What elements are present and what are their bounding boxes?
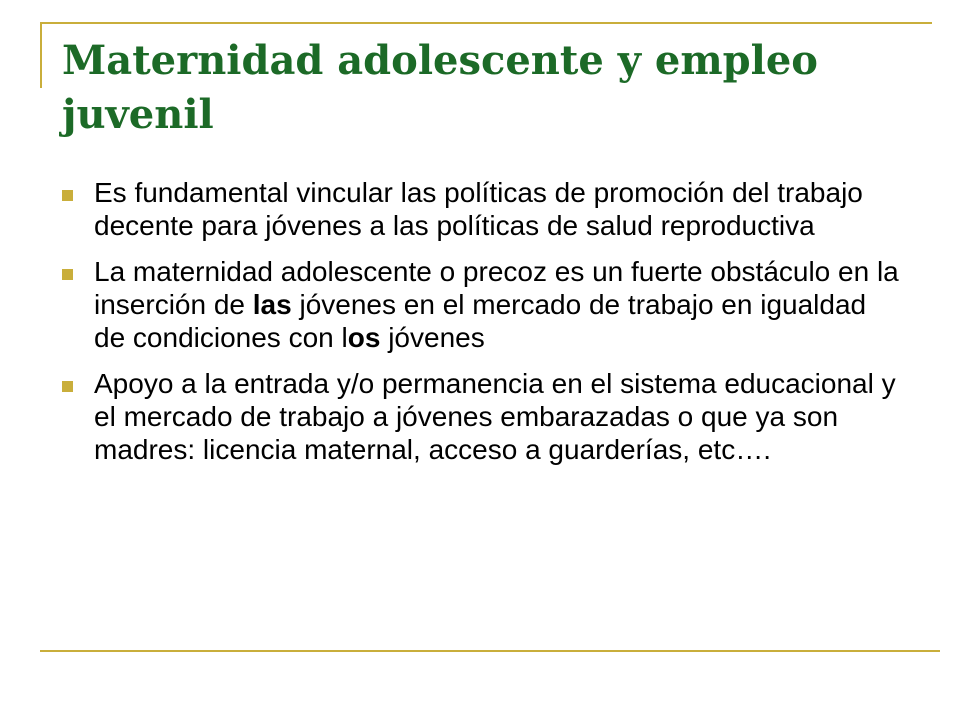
bullet-text-segment: jóvenes bbox=[380, 322, 485, 353]
bullet-text-segment: La maternidad adolescente o precoz es un fuerte obstáculo en la inserción de bbox=[94, 256, 899, 320]
bullet-text-bold: las bbox=[252, 289, 292, 320]
bullet-text-segment: jóvenes en el mercado de trabajo en igualdad de condiciones con l bbox=[94, 289, 867, 353]
bullet-list bbox=[62, 176, 902, 479]
bullet-item bbox=[62, 176, 902, 242]
square-bullet-icon bbox=[62, 269, 73, 280]
square-bullet-icon bbox=[62, 381, 73, 392]
bullet-text bbox=[94, 177, 863, 241]
bullet-text bbox=[94, 256, 899, 353]
bullet-text bbox=[94, 368, 896, 465]
top-rule bbox=[40, 22, 932, 24]
bullet-text-segment: Apoyo a la entrada y/o permanencia en el sistema educacional y el mercado de trabajo a jóvenes embarazadas o que ya son madres: licencia maternal, acceso a guarderías, etc…. bbox=[94, 368, 896, 465]
bullet-item bbox=[62, 255, 902, 354]
square-bullet-icon bbox=[62, 190, 73, 201]
bullet-text-bold: os bbox=[347, 322, 381, 353]
bullet-text-segment: Es fundamental vincular las políticas de promoción del trabajo decente para jóvenes a las políticas de salud reproductiva bbox=[94, 177, 863, 241]
bottom-rule bbox=[40, 650, 940, 652]
left-rule bbox=[40, 22, 42, 88]
bullet-item bbox=[62, 367, 902, 466]
slide-title: Maternidad adolescente y empleo juvenil bbox=[62, 37, 818, 138]
